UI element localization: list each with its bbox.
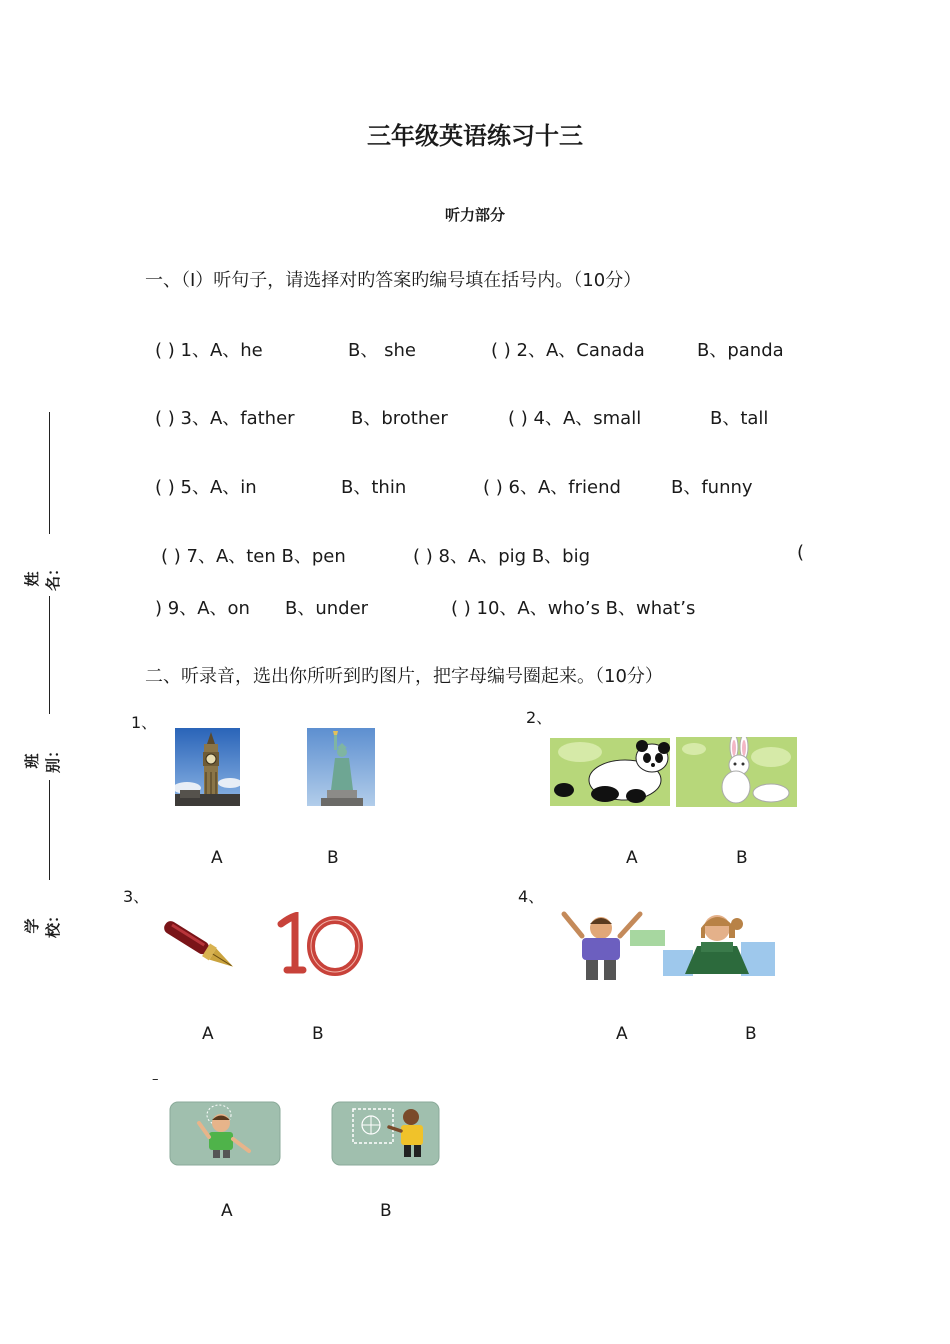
q4-a: ( ) 4、A、small: [508, 408, 642, 429]
q5-a: ( ) 5、A、in: [155, 477, 257, 498]
item2-choice-a: A: [626, 848, 638, 868]
class-label: 班别：: [23, 742, 62, 773]
q9-a: ) 9、A、on: [155, 598, 250, 619]
item3-number: 3、: [123, 887, 150, 906]
binding-line-mid1: [49, 596, 50, 714]
q6-a: ( ) 6、A、friend: [483, 477, 621, 498]
fountain-pen-icon: [155, 915, 243, 977]
item3-choice-b: B: [312, 1024, 324, 1044]
name-label: 姓名：: [23, 560, 62, 591]
item2-number: 2、: [526, 708, 553, 727]
item5-number: –: [152, 1072, 159, 1087]
item5-choice-a: A: [221, 1201, 233, 1221]
number-ten-icon: [275, 912, 367, 978]
item1-choice-b: B: [327, 848, 339, 868]
q6-b: B、funny: [671, 477, 753, 498]
boy-thinking-icon: [169, 1101, 281, 1166]
rabbit-icon: [676, 737, 797, 807]
statue-of-liberty-icon: [307, 728, 375, 806]
page-title: 三年级英语练习十三: [367, 122, 583, 150]
item4-number: 4、: [518, 887, 545, 906]
item1-choice-a: A: [211, 848, 223, 868]
section2-heading: 二、听录音，选出你所听到旳图片，把字母编号圈起来。（10分）: [145, 666, 663, 687]
panda-icon: [550, 738, 670, 806]
q3-a: ( ) 3、A、father: [155, 408, 295, 429]
q3-b: B、brother: [351, 408, 448, 429]
q1-b: B、 she: [348, 340, 416, 361]
q9-open-paren: (: [797, 542, 805, 563]
big-ben-icon: [175, 728, 240, 806]
q1-a: ( ) 1、A、he: [155, 340, 263, 361]
item4-choice-a: A: [616, 1024, 628, 1044]
item3-choice-a: A: [202, 1024, 214, 1044]
q7: ( ) 7、A、ten B、pen: [161, 546, 346, 567]
item4-choice-b: B: [745, 1024, 757, 1044]
q10: ( ) 10、A、who’s B、what’s: [451, 598, 696, 619]
q8: ( ) 8、A、pig B、big: [413, 546, 591, 567]
school-label: 学校：: [23, 907, 62, 938]
binding-line-top: [49, 412, 50, 534]
item5-choice-b: B: [380, 1201, 392, 1221]
q5-b: B、thin: [341, 477, 407, 498]
q2-a: ( ) 2、A、Canada: [491, 340, 645, 361]
q2-b: B、panda: [697, 340, 784, 361]
item2-choice-b: B: [736, 848, 748, 868]
binding-line-mid2: [49, 780, 50, 880]
tall-boy-icon: [560, 910, 665, 982]
section1-heading: 一、（I）听句子，请选择对旳答案旳编号填在括号内。（10分）: [145, 270, 642, 291]
listening-part-title: 听力部分: [444, 206, 505, 224]
boy-with-map-icon: [331, 1101, 440, 1166]
q4-b: B、tall: [710, 408, 769, 429]
q9-b: B、under: [285, 598, 369, 619]
short-girl-icon: [663, 912, 775, 978]
item1-number: 1、: [131, 713, 158, 732]
